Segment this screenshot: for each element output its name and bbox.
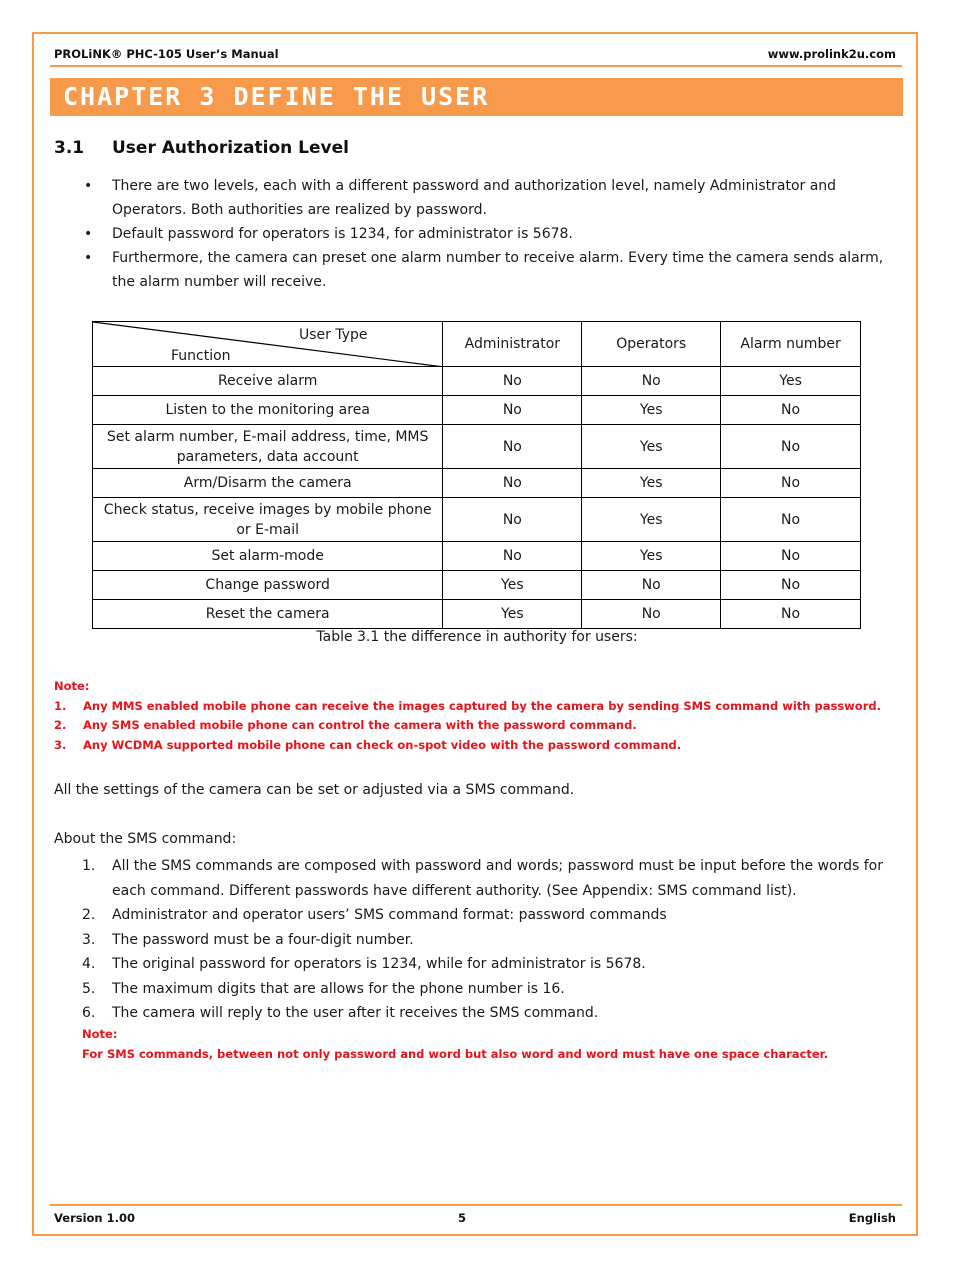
section-number: 3.1 xyxy=(54,138,85,158)
table-row: Listen to the monitoring area No Yes No xyxy=(93,396,861,425)
list-item: 1. All the SMS commands are composed with password and words; password must be input before the words for each command. Different passwords have different authority. (See Appendix: SMS command list). xyxy=(82,858,883,899)
authority-table xyxy=(92,321,861,629)
footer-rule xyxy=(50,1204,902,1206)
bullet-item: • There are two levels, each with a different password and authorization level, namely Administrator and Operators. Both authorities are realized by password. xyxy=(84,178,837,218)
corner-user-type: User Type xyxy=(299,327,368,343)
sms-intro: About the SMS command: xyxy=(54,831,237,847)
sms-command-list xyxy=(82,854,897,1026)
bullet-list xyxy=(82,174,892,294)
note2-label: Note: xyxy=(82,1027,118,1041)
list-item: 5. The maximum digits that are allows for the phone number is 16. xyxy=(82,980,565,997)
note-item: 3. Any WCDMA supported mobile phone can check on-spot video with the password command. xyxy=(54,738,682,752)
header-rule xyxy=(50,65,902,67)
column-header: Administrator xyxy=(443,322,582,367)
note2-text: For SMS commands, between not only password and word but also word and word must have one space character. xyxy=(82,1047,829,1061)
corner-function: Function xyxy=(171,348,231,364)
table-row: Check status, receive images by mobile phone or E-mail No Yes No xyxy=(93,498,861,542)
note-item: 1. Any MMS enabled mobile phone can receive the images captured by the camera by sending SMS command with password. xyxy=(54,699,881,713)
chapter-title: CHAPTER 3 DEFINE THE USER xyxy=(63,82,490,111)
list-item: 4. The original password for operators is 1234, while for administrator is 5678. xyxy=(82,956,646,972)
bullet-item: • Furthermore, the camera can preset one alarm number to receive alarm. Every time the camera sends alarm, the alarm number will receive. xyxy=(84,250,884,290)
header-url: www.prolink2u.com xyxy=(767,47,896,61)
bullet-item: • Default password for operators is 1234, for administrator is 5678. xyxy=(84,226,573,242)
diagonal-line xyxy=(93,322,444,367)
table-caption: Table 3.1 the difference in authority for users: xyxy=(316,629,638,645)
header-title: PROLiNK® PHC-105 User’s Manual xyxy=(54,47,279,61)
table-header-row xyxy=(93,322,861,367)
table-row: Reset the camera Yes No No xyxy=(93,600,861,629)
footer-version: Version 1.00 xyxy=(54,1211,135,1225)
column-header: Alarm number xyxy=(721,322,861,367)
footer-language: English xyxy=(848,1211,896,1225)
list-item: 2. Administrator and operator users’ SMS command format: password commands xyxy=(82,907,667,923)
corner-cell xyxy=(93,322,443,367)
page-number: 5 xyxy=(458,1211,467,1225)
section-heading xyxy=(54,138,349,158)
list-item: 3. The password must be a four-digit number. xyxy=(82,931,414,948)
chapter-banner xyxy=(50,78,903,116)
table-row: Receive alarm No No Yes xyxy=(93,367,861,396)
table-row: Set alarm number, E-mail address, time, MMS parameters, data account No Yes No xyxy=(93,425,861,469)
note-item: 2. Any SMS enabled mobile phone can control the camera with the password command. xyxy=(54,718,637,732)
table-row: Change password Yes No No xyxy=(93,571,861,600)
table-row: Set alarm-mode No Yes No xyxy=(93,542,861,571)
table-row: Arm/Disarm the camera No Yes No xyxy=(93,469,861,498)
column-header: Operators xyxy=(582,322,721,367)
note-label: Note: xyxy=(54,679,90,693)
settings-paragraph: All the settings of the camera can be set or adjusted via a SMS command. xyxy=(54,782,575,798)
section-title: User Authorization Level xyxy=(112,138,349,158)
list-item: 6. The camera will reply to the user after it receives the SMS command. xyxy=(82,1005,599,1021)
